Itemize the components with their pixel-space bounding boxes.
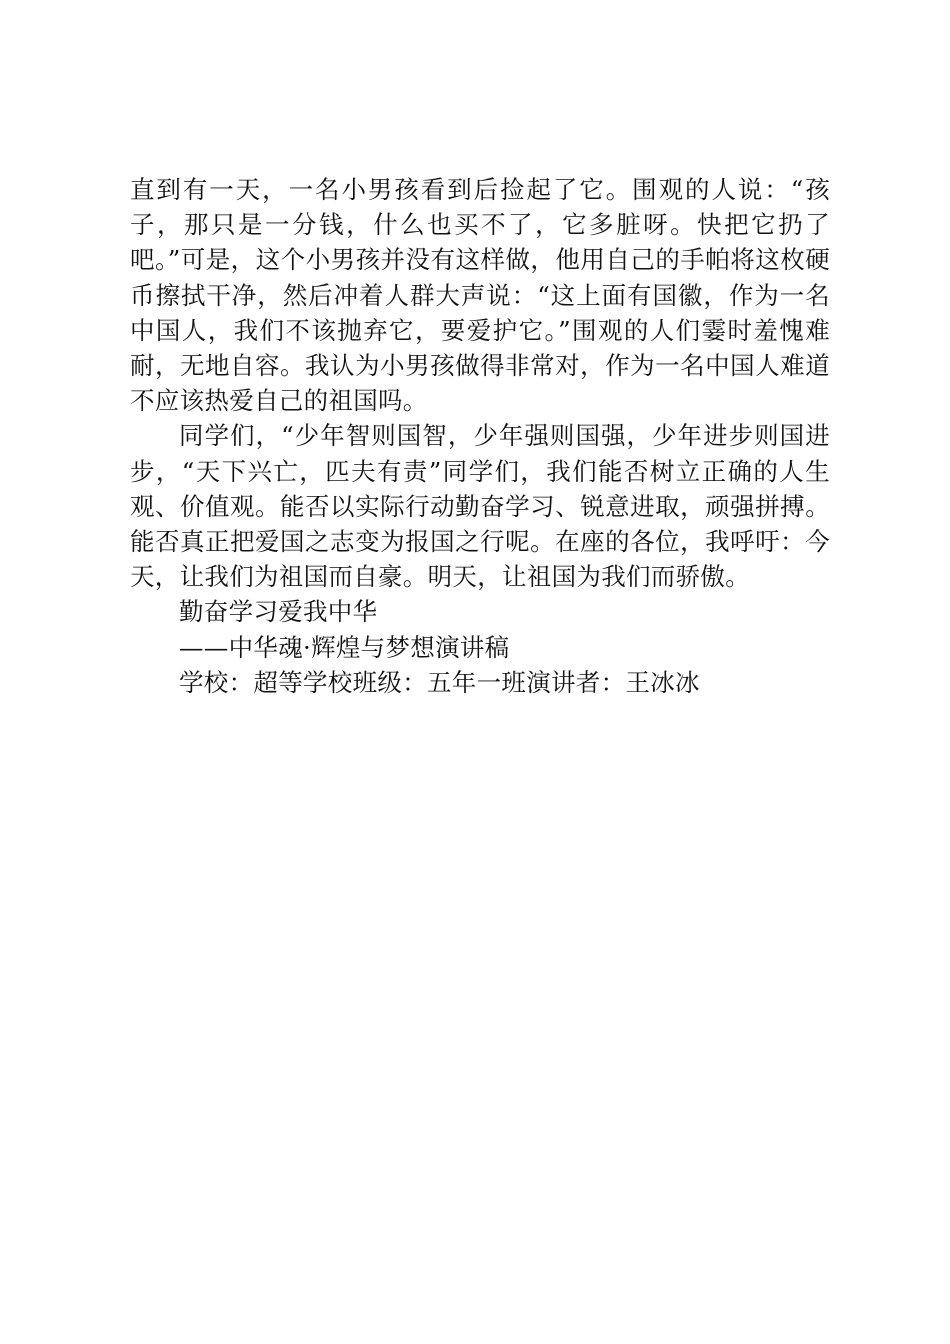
document-page xyxy=(130,172,830,700)
speech-subtitle: ——中华魂·辉煌与梦想演讲稿 xyxy=(179,632,510,662)
speech-byline: 学校：超等学校班级：五年一班演讲者：王冰冰 xyxy=(179,667,700,697)
body-paragraph-appeal: 同学们，“少年智则国智，少年强则国强，少年进步则国进步，“天下兴亡，匹夫有责”同学们，我们能否树立正确的人生观、价值观。能否以实际行动勤奋学习、锐意进取，顽强拼搏。能否真正把爱国之志变为报国之行呢。在座的各位，我呼吁：今天，让我们为祖国而自豪。明天，让祖国为我们而骄傲。 xyxy=(130,421,830,592)
speech-title: 勤奋学习爱我中华 xyxy=(179,597,378,627)
body-paragraph-story: 直到有一天，一名小男孩看到后捡起了它。围观的人说：“孩子，那只是一分钱，什么也买不了，它多脏呀。快把它扔了吧。”可是，这个小男孩并没有这样做，他用自己的手帕将这枚硬币擦拭干净，然后冲着人群大声说：“这上面有国徽，作为一名中国人，我们不该抛弃它，要爱护它。”围观的人们霎时羞愧难耐，无地自容。我认为小男孩做得非常对，作为一名中国人难道不应该热爱自己的祖国吗。 xyxy=(130,175,830,416)
